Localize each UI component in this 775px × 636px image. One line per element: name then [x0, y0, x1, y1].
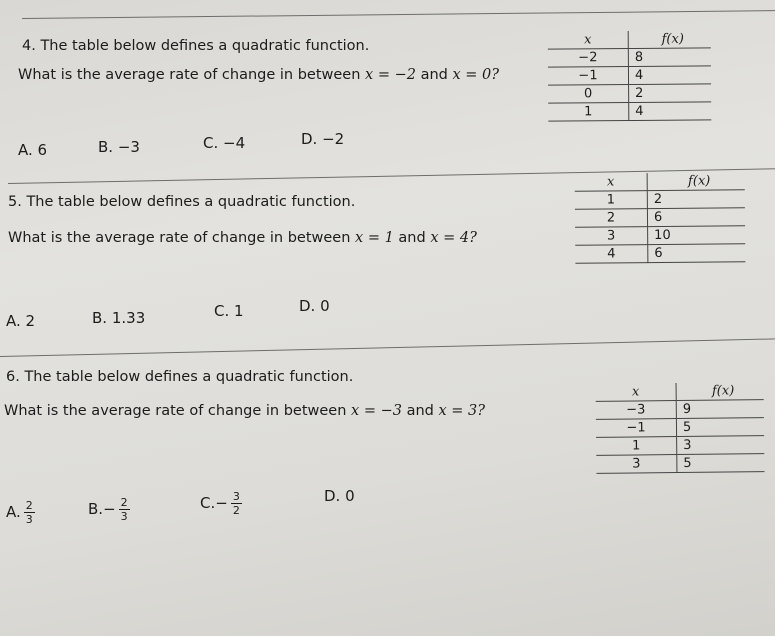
- choice-value: −4: [223, 134, 246, 152]
- fx-cell: 5: [676, 418, 764, 437]
- choice-fraction: $\frac{2}{3}$: [120, 496, 128, 523]
- choice-sign: −: [103, 500, 116, 518]
- x-cell: 1: [596, 437, 677, 456]
- choice-label: A.: [6, 312, 21, 330]
- choice-value: 6: [37, 141, 48, 159]
- choice-label: C.: [200, 494, 216, 512]
- table-row: [548, 84, 711, 103]
- question-6-text: [4, 403, 485, 419]
- choice-fraction: $\frac{3}{2}$: [232, 490, 240, 517]
- table-row: [548, 66, 711, 85]
- choice-label: B.: [92, 309, 108, 327]
- x-cell: 0: [548, 85, 629, 104]
- function-table: [596, 382, 765, 474]
- x-cell: 4: [575, 245, 648, 264]
- fx-header: f(x): [628, 30, 711, 48]
- bound-b: x = 0?: [452, 67, 499, 83]
- fx-header: f(x): [647, 172, 745, 190]
- choice-label: C.: [203, 134, 219, 152]
- choice-a[interactable]: [18, 141, 47, 159]
- table-row: [575, 190, 745, 209]
- top-divider: [22, 10, 775, 19]
- table-row: [575, 244, 745, 263]
- table-row: [596, 418, 764, 438]
- question-prompt: The table below defines a quadratic function.: [26, 194, 356, 210]
- bound-a: x = −3: [351, 403, 402, 419]
- choice-label: B.: [88, 500, 104, 518]
- choice-b[interactable]: [98, 138, 140, 156]
- choice-value: −2: [322, 130, 345, 148]
- choice-c[interactable]: [214, 302, 244, 320]
- question-number: 5.: [8, 194, 22, 210]
- choice-label: D.: [299, 297, 316, 315]
- choice-label: C.: [214, 302, 230, 320]
- x-cell: 3: [575, 227, 648, 246]
- question-text: What is the average rate of change in between: [18, 67, 361, 83]
- x-cell: 2: [575, 209, 648, 228]
- question-prompt: The table below defines a quadratic function.: [24, 369, 354, 385]
- choice-d[interactable]: [299, 297, 330, 315]
- x-header: x: [548, 31, 629, 49]
- table-row: [575, 226, 745, 245]
- divider-q5-q6: [0, 338, 775, 357]
- question-number: 4.: [22, 38, 36, 54]
- question-prompt: The table below defines a quadratic function.: [40, 38, 370, 54]
- x-cell: 3: [596, 455, 677, 474]
- function-table: [548, 30, 712, 121]
- choice-b[interactable]: [92, 309, 145, 327]
- fx-cell: 2: [647, 190, 745, 209]
- choice-b[interactable]: [88, 497, 130, 522]
- x-cell: −1: [548, 67, 629, 86]
- choice-value: −3: [117, 138, 140, 156]
- fx-cell: 9: [676, 400, 764, 419]
- and-word: and: [420, 67, 448, 83]
- choice-d[interactable]: [301, 130, 344, 148]
- table-row: [596, 454, 764, 474]
- fx-cell: 6: [648, 244, 746, 263]
- fx-cell: 3: [677, 436, 765, 455]
- choice-value: 1.33: [111, 309, 146, 327]
- fx-cell: 8: [628, 48, 711, 67]
- fx-header: f(x): [676, 382, 764, 400]
- fx-cell: 5: [677, 454, 765, 473]
- question-5-text: [8, 230, 477, 246]
- bound-a: x = 1: [355, 230, 394, 246]
- bound-b: x = 3?: [438, 403, 485, 419]
- question-text: What is the average rate of change in between: [8, 230, 351, 246]
- table-row: [575, 208, 745, 227]
- choice-value: 0: [320, 297, 330, 315]
- choice-label: A.: [18, 141, 33, 159]
- table-row: [596, 436, 764, 456]
- fx-cell: 4: [629, 102, 712, 121]
- x-cell: −2: [548, 49, 629, 68]
- question-6-prompt-line: [6, 369, 353, 385]
- table-row: [548, 102, 711, 121]
- table-header-row: [596, 382, 764, 401]
- bound-b: x = 4?: [430, 230, 477, 246]
- bound-a: x = −2: [365, 67, 416, 83]
- choice-value: 1: [234, 302, 244, 320]
- choice-label: D.: [324, 487, 341, 505]
- table-row: [596, 400, 764, 420]
- choice-label: B.: [98, 138, 114, 156]
- table-header-row: [548, 30, 711, 49]
- x-header: x: [596, 383, 677, 401]
- choice-sign: −: [215, 494, 228, 512]
- question-4-text: [18, 67, 499, 83]
- question-5-prompt-line: [8, 194, 355, 210]
- x-cell: 1: [548, 103, 629, 122]
- choice-a[interactable]: [6, 500, 35, 525]
- fx-cell: 10: [648, 226, 746, 245]
- question-text: What is the average rate of change in between: [4, 403, 347, 419]
- table-row: [548, 48, 711, 67]
- choice-label: D.: [301, 130, 318, 148]
- choice-value: 0: [345, 487, 355, 505]
- question-number: 6.: [6, 369, 20, 385]
- function-table: [575, 172, 746, 263]
- choice-c[interactable]: [200, 491, 242, 516]
- choice-fraction: $\frac{2}{3}$: [25, 499, 33, 526]
- choice-value: 2: [25, 312, 36, 330]
- x-header: x: [575, 173, 648, 191]
- fx-cell: 4: [628, 66, 711, 85]
- table-header-row: [575, 172, 745, 191]
- x-cell: 1: [575, 191, 648, 210]
- question-4-prompt-line: [22, 38, 369, 54]
- choice-d[interactable]: [324, 487, 355, 505]
- and-word: and: [398, 230, 426, 246]
- choice-label: A.: [6, 503, 21, 521]
- and-word: and: [406, 403, 434, 419]
- choice-a[interactable]: [6, 312, 35, 330]
- x-cell: −3: [596, 401, 677, 420]
- choice-c[interactable]: [203, 134, 245, 152]
- x-cell: −1: [596, 419, 677, 438]
- fx-cell: 6: [647, 208, 745, 227]
- fx-cell: 2: [629, 84, 712, 103]
